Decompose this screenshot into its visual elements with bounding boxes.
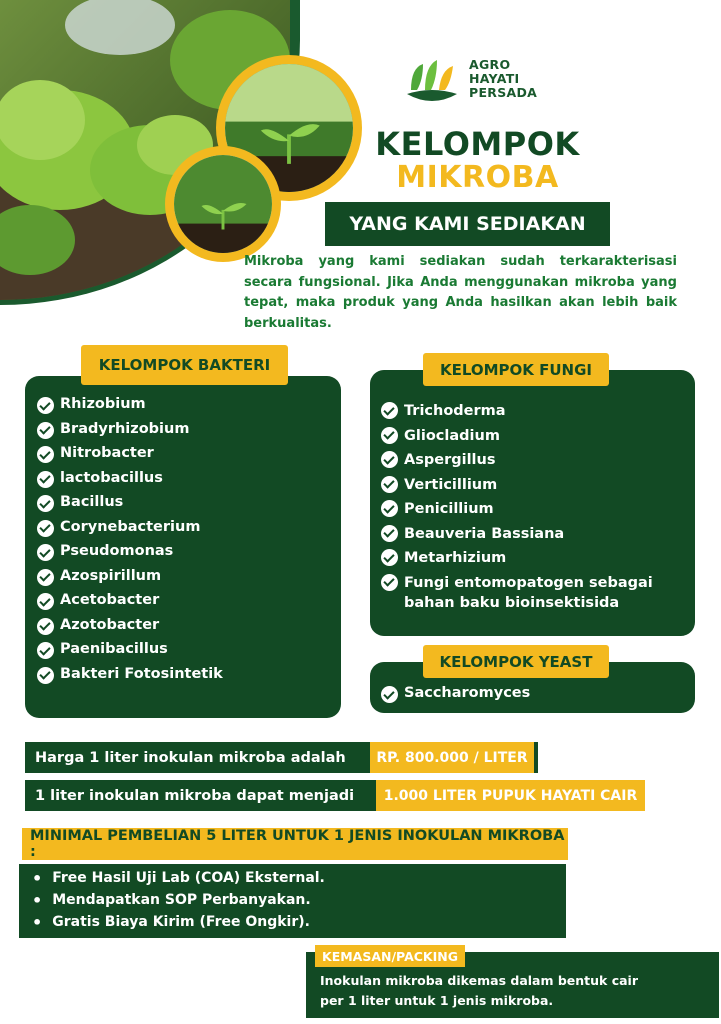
list-item [381, 401, 686, 426]
bacteria-name: Nitrobacter [60, 445, 154, 461]
check-circle-icon [381, 427, 398, 444]
check-circle-icon [37, 667, 54, 684]
fungi-list [381, 401, 686, 613]
packing-line-2: per 1 liter untuk 1 jenis mikroba. [320, 993, 554, 1008]
list-item [37, 421, 223, 446]
minimum-purchase-banner: MINIMAL PEMBELIAN 5 LITER UNTUK 1 JENIS INOKULAN MIKROBA : [22, 828, 568, 860]
list-item [37, 470, 223, 495]
bacteria-name: Azospirillum [60, 567, 162, 584]
fungi-name: Beauveria Bassiana [404, 525, 565, 542]
check-circle-icon [37, 495, 54, 512]
list-item [37, 592, 223, 617]
list-item [381, 426, 686, 451]
logo-line-1: AGRO [469, 57, 511, 72]
bacteria-list [37, 396, 223, 690]
fungi-name: Fungi entomopatogen sebagai bahan baku bioinsektisida [404, 574, 653, 611]
bacteria-name: Rhizobium [60, 396, 146, 412]
yeast-heading: KELOMPOK YEAST [423, 645, 609, 678]
list-item [37, 666, 223, 691]
fungi-name: Penicillium [404, 501, 494, 517]
bacteria-name: Pseudomonas [60, 543, 174, 559]
logo-line-3: PERSADA [469, 85, 538, 100]
list-item [37, 494, 223, 519]
logo-wordmark [469, 58, 537, 100]
list-item [37, 396, 223, 421]
bacteria-name: Acetobacter [60, 592, 160, 608]
list-item [381, 685, 530, 703]
check-circle-icon [37, 618, 54, 635]
fungi-name: Aspergillus [404, 452, 496, 468]
yeast-name: Saccharomyces [404, 685, 531, 701]
check-circle-icon [381, 574, 398, 591]
check-circle-icon [37, 397, 54, 414]
packing-heading: KEMASAN/PACKING [315, 945, 465, 967]
check-circle-icon [381, 549, 398, 566]
list-item [37, 445, 223, 470]
list-item [381, 573, 686, 613]
bacteria-name: Corynebacterium [60, 518, 201, 535]
bacteria-name: Azotobacter [60, 616, 160, 633]
check-circle-icon [37, 471, 54, 488]
list-item [37, 543, 223, 568]
check-circle-icon [381, 402, 398, 419]
page-title-line-2: MIKROBA [396, 160, 559, 195]
benefits-list [32, 867, 325, 933]
sprout-photo-small [165, 146, 281, 262]
list-item [37, 568, 223, 593]
bacteria-name: Bakteri Fotosintetik [60, 665, 223, 682]
check-circle-icon [381, 476, 398, 493]
bacteria-heading: KELOMPOK BAKTERI [81, 345, 288, 385]
list-item [381, 524, 686, 549]
conversion-value: 1.000 LITER PUPUK HAYATI CAIR [376, 780, 645, 811]
check-circle-icon [37, 642, 54, 659]
check-circle-icon [37, 593, 54, 610]
benefit-item: • Free Hasil Uji Lab (COA) Eksternal. [32, 867, 325, 889]
yeast-list [381, 685, 530, 703]
fungi-name: Gliocladium [404, 427, 500, 444]
fungi-name: Metarhizium [404, 550, 507, 566]
price-value: RP. 800.000 / LITER [370, 742, 534, 773]
check-circle-icon [37, 569, 54, 586]
check-circle-icon [381, 686, 398, 703]
check-circle-icon [381, 525, 398, 542]
fungi-heading: KELOMPOK FUNGI [423, 353, 609, 386]
list-item [381, 450, 686, 475]
list-item [381, 499, 686, 524]
list-item [381, 548, 686, 573]
list-item [37, 617, 223, 642]
intro-paragraph: Mikroba yang kami sediakan sudah terkarakterisasi secara fungsional. Jika Anda menggunakan mikroba yang tepat, maka produk yang Anda hasilkan akan lebih baik berkualitas. [244, 254, 677, 331]
logo-mark-icon [403, 50, 461, 108]
company-logo [403, 48, 563, 110]
price-label: Harga 1 liter inokulan mikroba adalah [25, 742, 370, 773]
benefit-item: • Mendapatkan SOP Perbanyakan. [32, 889, 325, 911]
conversion-label: 1 liter inokulan mikroba dapat menjadi [25, 780, 376, 811]
check-circle-icon [37, 544, 54, 561]
list-item [37, 519, 223, 544]
bacteria-name: lactobacillus [60, 469, 163, 486]
check-circle-icon [37, 520, 54, 537]
packing-line-1: Inokulan mikroba dikemas dalam bentuk cair [320, 973, 639, 988]
check-circle-icon [381, 451, 398, 468]
packing-description [320, 971, 710, 1011]
list-item [37, 641, 223, 666]
page-subtitle: YANG KAMI SEDIAKAN [325, 202, 610, 246]
check-circle-icon [37, 422, 54, 439]
bacteria-name: Bradyrhizobium [60, 420, 190, 437]
fungi-name: Verticillium [404, 476, 498, 493]
benefit-item: • Gratis Biaya Kirim (Free Ongkir). [32, 911, 325, 933]
bacteria-name: Bacillus [60, 494, 124, 510]
page-title-line-1: KELOMPOK [375, 125, 580, 163]
price-divider [534, 742, 538, 773]
check-circle-icon [381, 500, 398, 517]
list-item [381, 475, 686, 500]
check-circle-icon [37, 446, 54, 463]
fungi-name: Trichoderma [404, 403, 506, 419]
logo-line-2: HAYATI [469, 71, 520, 86]
bacteria-name: Paenibacillus [60, 641, 168, 657]
